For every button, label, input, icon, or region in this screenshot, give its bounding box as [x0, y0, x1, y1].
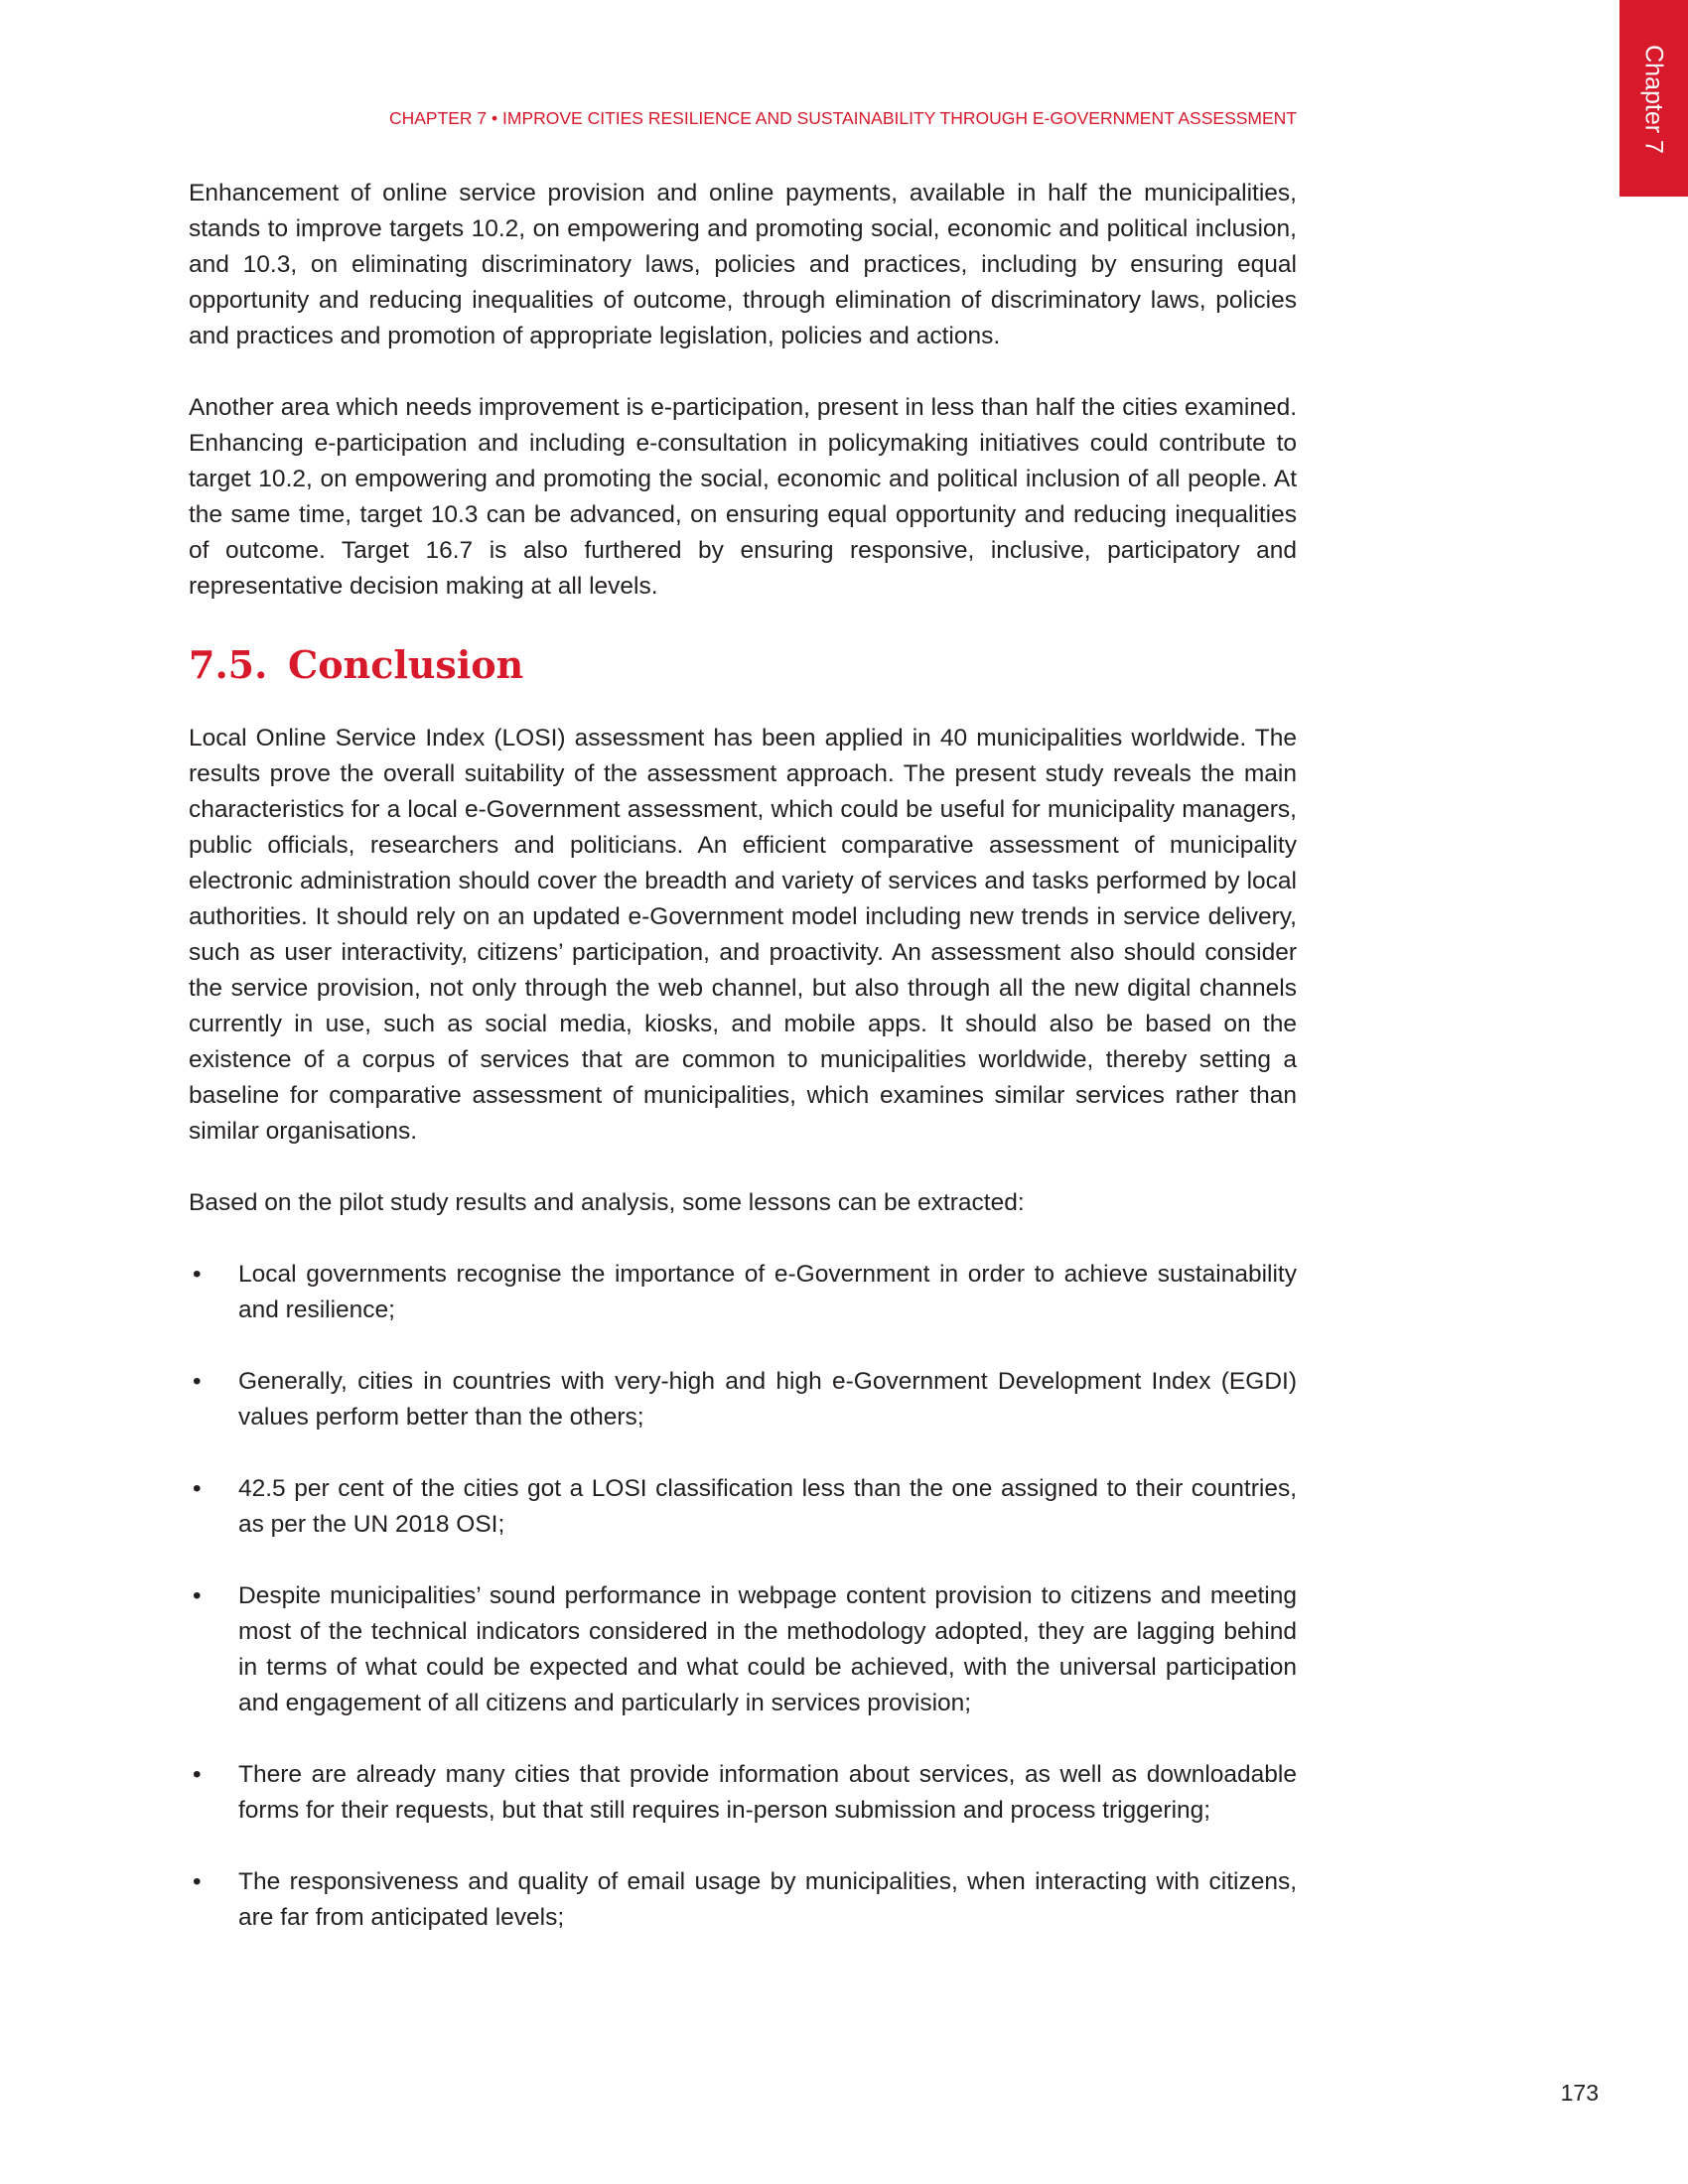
bullet-icon: •: [193, 1368, 202, 1395]
bullet-icon: •: [193, 1261, 202, 1288]
list-item-text: The responsiveness and quality of email usage by municipalities, when interacting with citizens, are far from anticipated levels;: [238, 1868, 1297, 1931]
list-item: [189, 1578, 1297, 1721]
section-title: Conclusion: [288, 642, 524, 687]
paragraph-losi-assessment: Local Online Service Index (LOSI) assessment has been applied in 40 municipalities worldwide. The results prove the overall suitability of the assessment approach. The present study reveals the main characteristics for a local e-Government assessment, which could be useful for municipality managers, public officials, researchers and politicians. An efficient comparative assessment of municipality electronic administration should cover the breadth and variety of services and tasks performed by local authorities. It should rely on an updated e-Government model including new trends in service delivery, such as user interactivity, citizens’ participation, and proactivity. An assessment also should consider the service provision, not only through the web channel, but also through all the new digital channels currently in use, such as social media, kiosks, and mobile apps. It should also be based on the existence of a corpus of services that are common to municipalities worldwide, thereby setting a baseline for comparative assessment of municipalities, which examines similar services rather than similar organisations.: [189, 725, 1297, 1145]
paragraph-e-participation: Another area which needs improvement is e-participation, present in less than half the cities examined. Enhancing e-participation and including e-consultation in policymaking initiatives could contribute to target 10.2, on empowering and promoting the social, economic and political inclusion of all people. At the same time, target 10.3 can be advanced, on ensuring equal opportunity and reducing inequalities of outcome. Target 16.7 is also furthered by ensuring responsive, inclusive, participatory and representative decision making at all levels.: [189, 394, 1297, 600]
list-item-text: Generally, cities in countries with very-high and high e-Government Development Index (EGDI) values perform better than the others;: [238, 1368, 1297, 1431]
bullet-icon: •: [193, 1761, 202, 1788]
bullet-icon: •: [193, 1868, 202, 1895]
section-number: 7.5.: [189, 642, 268, 687]
list-item-text: Local governments recognise the importance of e-Government in order to achieve sustainability and resilience;: [238, 1261, 1297, 1323]
list-item-text: There are already many cities that provide information about services, as well as downloadable forms for their requests, but that still requires in-person submission and process triggering;: [238, 1761, 1297, 1824]
paragraph-lessons-intro: Based on the pilot study results and analysis, some lessons can be extracted:: [189, 1189, 1025, 1216]
list-item: [189, 1864, 1297, 1936]
list-item: [189, 1757, 1297, 1829]
chapter-tab: [1619, 0, 1688, 197]
page-body: [189, 176, 1297, 1936]
bullet-icon: •: [193, 1582, 202, 1609]
list-item-text: Despite municipalities’ sound performance in webpage content provision to citizens and meeting most of the technical indicators considered in the methodology adopted, they are lagging behind in terms of what could be expected and what could be achieved, with the universal participation and engagement of all citizens and particularly in services provision;: [238, 1582, 1297, 1716]
bullet-icon: •: [193, 1475, 202, 1502]
list-item: [189, 1257, 1297, 1328]
page-number: 173: [1560, 2080, 1599, 2106]
running-header: CHAPTER 7 • IMPROVE CITIES RESILIENCE AND SUSTAINABILITY THROUGH E-GOVERNMENT ASSESSMENT: [388, 108, 1297, 128]
list-item: [189, 1364, 1297, 1435]
section-heading: [189, 636, 1297, 694]
chapter-tab-label: Chapter 7: [1639, 45, 1668, 154]
list-item-text: 42.5 per cent of the cities got a LOSI classification less than the one assigned to their countries, as per the UN 2018 OSI;: [238, 1475, 1297, 1538]
paragraph-online-services: Enhancement of online service provision and online payments, available in half the municipalities, stands to improve targets 10.2, on empowering and promoting social, economic and political inclusion, and 10.3, on eliminating discriminatory laws, policies and practices, including by ensuring equal opportunity and reducing inequalities of outcome, through elimination of discriminatory laws, policies and practices and promotion of appropriate legislation, policies and actions.: [189, 180, 1297, 349]
lessons-list: [189, 1257, 1297, 1936]
list-item: [189, 1471, 1297, 1543]
